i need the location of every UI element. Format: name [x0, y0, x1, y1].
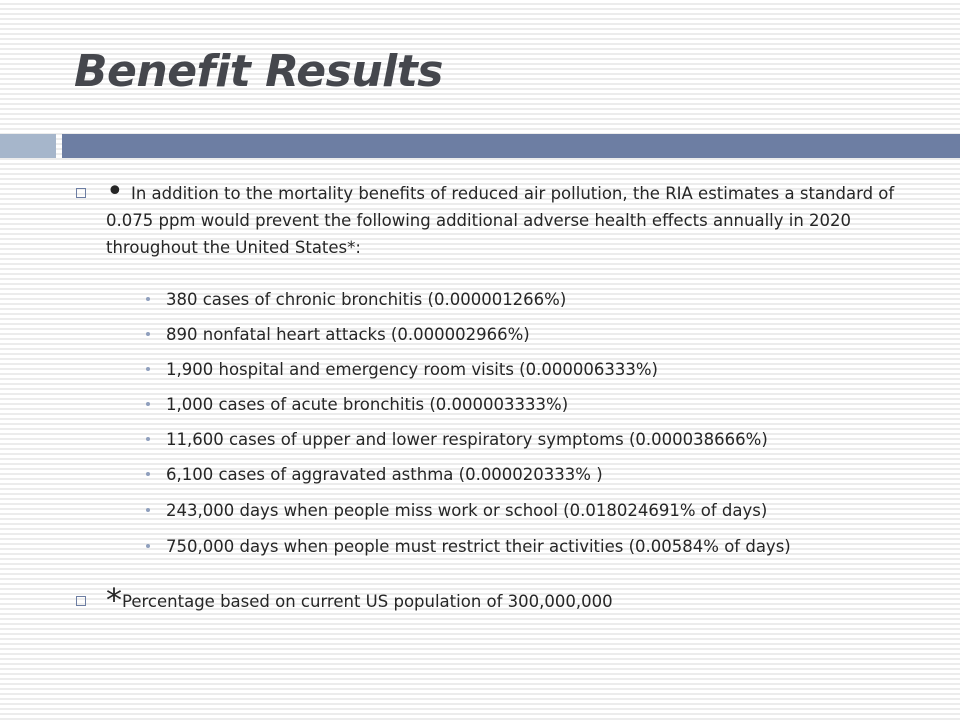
- sub-bullet-icon: [146, 367, 150, 371]
- square-bullet-icon: [76, 596, 86, 606]
- bullet-main: [76, 174, 896, 261]
- title-accent-bar-left: [0, 134, 56, 158]
- list-item: [146, 394, 568, 416]
- list-item-text: 1,000 cases of acute bronchitis (0.000003333%): [166, 395, 569, 414]
- bullet-main-text-block: [106, 174, 896, 261]
- bullet-main-text: In addition to the mortality benefits of reduced air pollution, the RIA estimates a standard of 0.075 ppm would prevent the following additional adverse health effects annually in 2020 throughout the United States*:: [106, 184, 895, 257]
- bullet-footnote: [76, 581, 896, 619]
- sub-bullet-icon: [146, 402, 150, 406]
- asterisk-icon: *: [106, 581, 122, 619]
- list-item-text: 890 nonfatal heart attacks (0.000002966%): [166, 325, 530, 344]
- bullet-footnote-text: Percentage based on current US population of 300,000,000: [122, 592, 613, 611]
- list-item: [146, 359, 658, 381]
- sub-bullet-icon: [146, 437, 150, 441]
- list-item-text: 380 cases of chronic bronchitis (0.000001266%): [166, 290, 567, 309]
- sub-bullet-icon: [146, 508, 150, 512]
- slide-title: Benefit Results: [74, 46, 443, 97]
- list-item: [146, 289, 566, 311]
- list-item-text: 6,100 cases of aggravated asthma (0.000020333% ): [166, 465, 603, 484]
- sub-bullet-icon: [146, 332, 150, 336]
- list-item: [146, 464, 603, 486]
- list-item: [146, 429, 768, 451]
- list-item: [146, 500, 767, 522]
- title-accent-bar-right: [62, 134, 960, 158]
- list-item-text: 1,900 hospital and emergency room visits (0.000006333%): [166, 360, 658, 379]
- sub-bullet-icon: [146, 297, 150, 301]
- list-item-text: 11,600 cases of upper and lower respiratory symptoms (0.000038666%): [166, 430, 768, 449]
- bullet-footnote-text-block: [106, 581, 896, 619]
- bullet-dot-icon: •: [106, 174, 124, 209]
- sub-bullet-icon: [146, 472, 150, 476]
- list-item: [146, 536, 791, 558]
- list-item-text: 243,000 days when people miss work or school (0.018024691% of days): [166, 501, 768, 520]
- list-item: [146, 324, 530, 346]
- sub-bullet-icon: [146, 544, 150, 548]
- square-bullet-icon: [76, 188, 86, 198]
- list-item-text: 750,000 days when people must restrict their activities (0.00584% of days): [166, 537, 791, 556]
